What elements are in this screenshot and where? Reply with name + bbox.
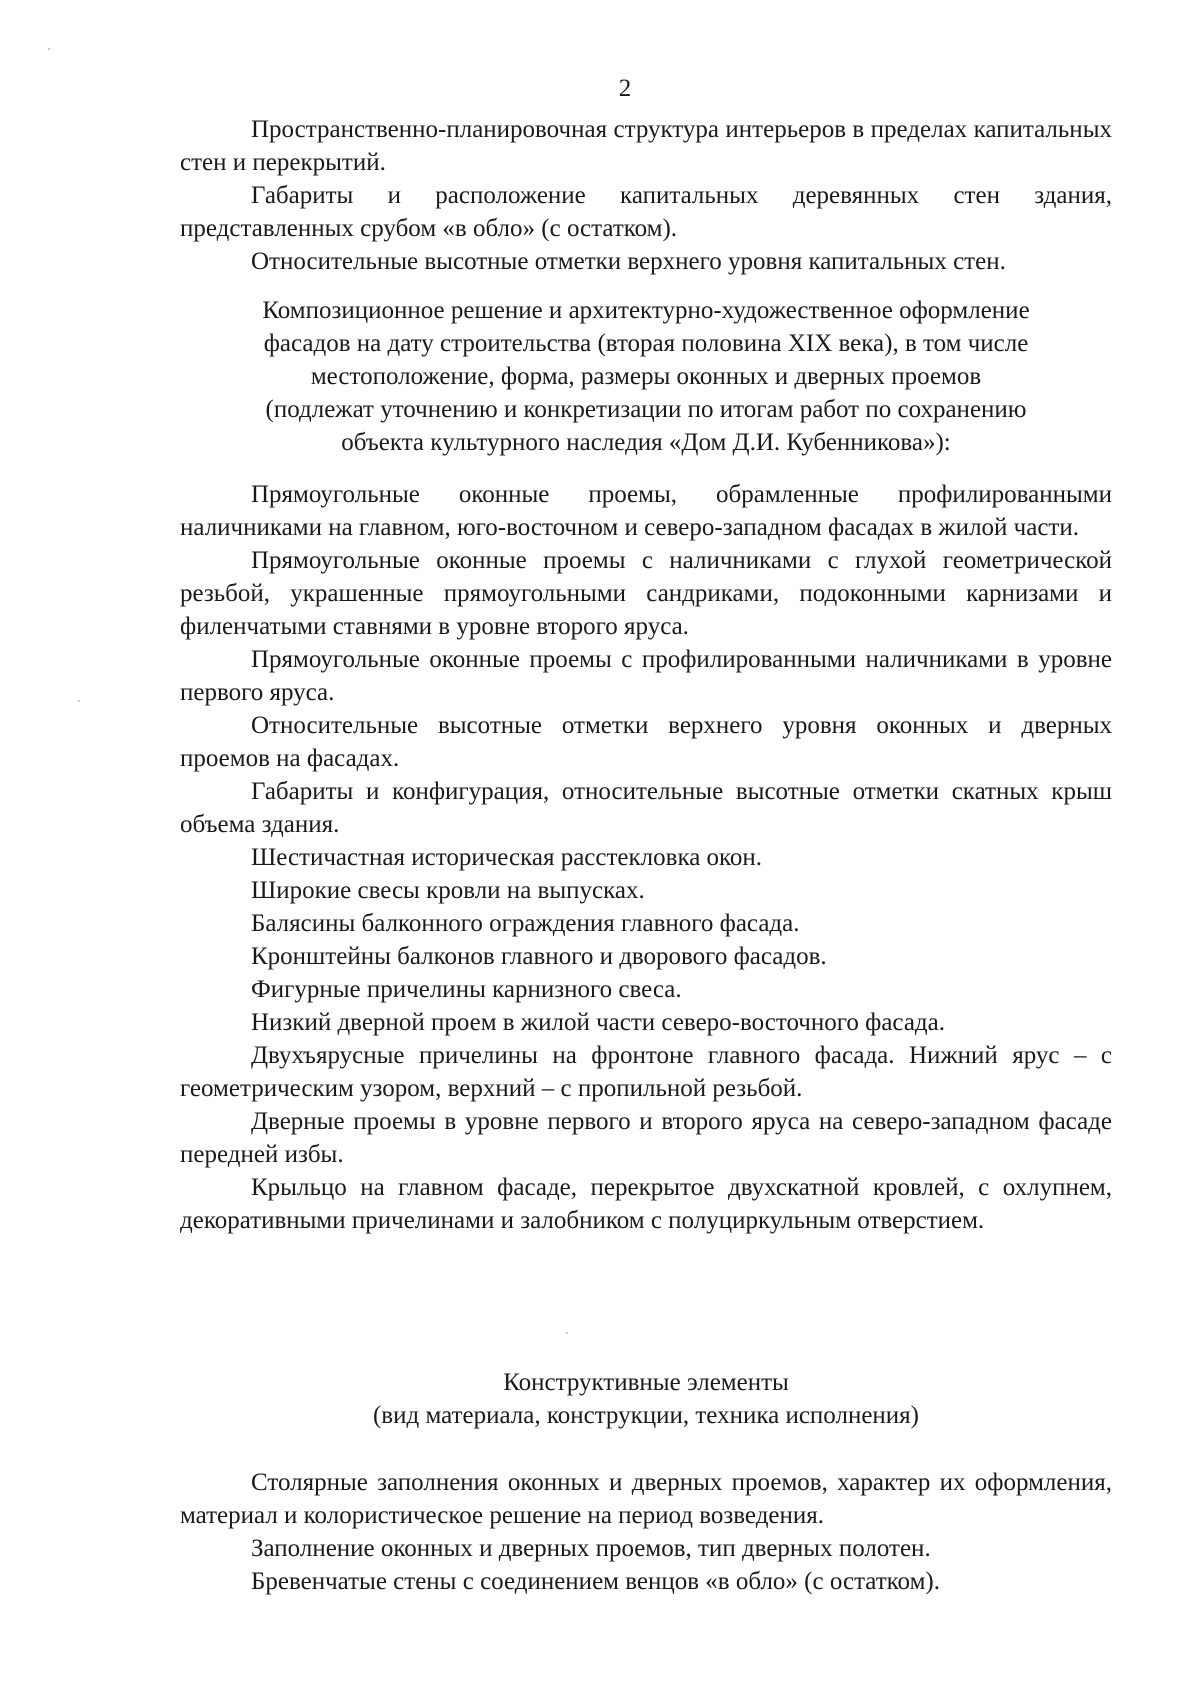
heading-line: (вид материала, конструкции, техника исполнения) bbox=[372, 1402, 920, 1429]
heading-line: объекта культурного наследия «Дом Д.И. Кубенникова»): bbox=[341, 429, 951, 456]
heading-line: местоположение, форма, размеры оконных и дверных проемов bbox=[310, 363, 982, 390]
paragraph: Прямоугольные оконные проемы с профилированными наличниками в уровне первого яруса. bbox=[180, 646, 1112, 706]
section-facade-elements bbox=[180, 478, 1112, 1237]
paragraph: Кронштейны балконов главного и дворового фасадов. bbox=[251, 943, 827, 970]
heading-line: (подлежат уточнению и конкретизации по итогам работ по сохранению bbox=[265, 396, 1027, 423]
paragraph: Габариты и расположение капитальных деревянных стен здания, представленных срубом «в обло» (с остатком). bbox=[180, 182, 1112, 242]
paragraph: Столярные заполнения оконных и дверных проемов, характер их оформления, материал и колористическое решение на период возведения. bbox=[180, 1469, 1112, 1529]
scan-artifact bbox=[566, 1332, 568, 1334]
scan-artifact bbox=[48, 48, 50, 50]
paragraph: Двухъярусные причелины на фронтоне главного фасада. Нижний ярус – с геометрическим узором, верхний – с пропильной резьбой. bbox=[180, 1042, 1112, 1102]
paragraph: Габариты и конфигурация, относительные высотные отметки скатных крыш объема здания. bbox=[180, 778, 1112, 838]
scan-artifact bbox=[78, 700, 80, 702]
paragraph: Заполнение оконных и дверных проемов, тип дверных полотен. bbox=[251, 1535, 931, 1562]
heading-line: Конструктивные элементы bbox=[503, 1369, 789, 1396]
heading-line: Композиционное решение и архитектурно-художественное оформление bbox=[262, 297, 1030, 324]
paragraph: Прямоугольные оконные проемы с наличниками с глухой геометрической резьбой, украшенные прямоугольными сандриками, подоконными карнизами и филенчатыми ставнями в уровне второго яруса. bbox=[180, 547, 1112, 640]
paragraph: Пространственно-планировочная структура интерьеров в пределах капитальных стен и перекрытий. bbox=[180, 116, 1112, 176]
heading-structural-elements bbox=[180, 1366, 1112, 1432]
heading-facade-composition bbox=[180, 294, 1112, 459]
section-interior-structure bbox=[180, 113, 1112, 278]
paragraph: Прямоугольные оконные проемы, обрамленные профилированными наличниками на главном, юго-восточном и северо-западном фасадах в жилой части. bbox=[180, 481, 1112, 541]
paragraph: Балясины балконного ограждения главного фасада. bbox=[251, 910, 800, 937]
paragraph: Фигурные причелины карнизного свеса. bbox=[251, 976, 682, 1003]
page-number: 2 bbox=[618, 75, 632, 102]
paragraph: Широкие свесы кровли на выпусках. bbox=[251, 877, 645, 904]
section-structural-items bbox=[180, 1466, 1112, 1598]
paragraph: Низкий дверной проем в жилой части северо-восточного фасада. bbox=[251, 1009, 945, 1036]
paragraph: Дверные проемы в уровне первого и второго яруса на северо-западном фасаде передней избы. bbox=[180, 1108, 1112, 1168]
heading-line: фасадов на дату строительства (вторая половина XIX века), в том числе bbox=[263, 330, 1029, 357]
paragraph: Крыльцо на главном фасаде, перекрытое двухскатной кровлей, с охлупнем, декоративными причелинами и залобником с полуциркульным отверстием. bbox=[180, 1174, 1112, 1234]
paragraph: Бревенчатые стены с соединением венцов «в обло» (с остатком). bbox=[251, 1568, 940, 1595]
paragraph: Относительные высотные отметки верхнего уровня оконных и дверных проемов на фасадах. bbox=[180, 712, 1112, 772]
paragraph: Относительные высотные отметки верхнего уровня капитальных стен. bbox=[251, 248, 1006, 275]
paragraph: Шестичастная историческая расстекловка окон. bbox=[251, 844, 763, 871]
